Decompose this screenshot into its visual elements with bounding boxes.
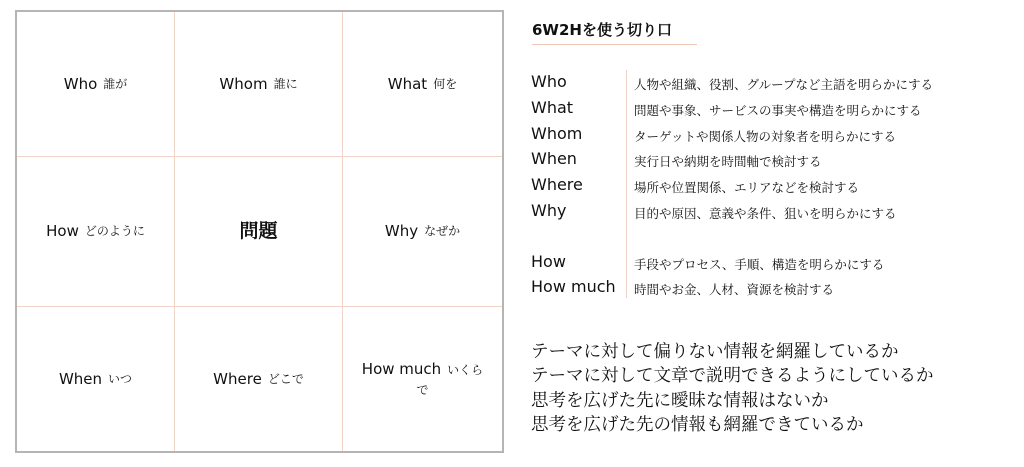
cell-whom [175, 12, 343, 157]
term-what: What [531, 98, 574, 117]
cell-whom-en: Whom [219, 74, 268, 93]
desc-what: 問題や事象、サービスの事実や構造を明らかにする [634, 103, 922, 118]
cell-what-jp: 何を [433, 76, 458, 91]
cell-who-jp: 誰が [103, 76, 128, 91]
term-where: Where [531, 175, 583, 194]
cell-when-en: When [58, 369, 103, 388]
summary-line-3: 思考を広げた先に曖昧な情報はないか [531, 391, 829, 411]
cell-who-en: Who [63, 74, 98, 93]
cell-what [343, 12, 502, 157]
summary-line-1: テーマに対して偏りない情報を網羅しているか [531, 342, 899, 362]
cell-how [17, 157, 175, 307]
cell-when [17, 307, 175, 451]
cell-what-en: What [387, 74, 428, 93]
term-divider [626, 70, 627, 298]
desc-who: 人物や組織、役割、グループなど主語を明らかにする [634, 77, 934, 92]
cell-problem [175, 157, 343, 307]
6w2h-grid [15, 10, 504, 453]
term-how-much: How much [531, 277, 616, 296]
desc-how: 手段やプロセス、手順、構造を明らかにする [634, 257, 885, 272]
cell-why-en: Why [384, 222, 419, 241]
cell-how-much-en: How much [361, 359, 442, 378]
summary-line-2: テーマに対して文章で説明できるようにしているか [531, 366, 934, 386]
cell-when-jp: いつ [108, 371, 133, 386]
cell-where-jp: どこで [267, 371, 304, 386]
cell-where-en: Where [213, 369, 262, 388]
desc-where: 場所や位置関係、エリアなどを検討する [634, 180, 860, 195]
term-how: How [531, 252, 566, 271]
term-why: Why [531, 201, 567, 220]
cell-how-much-text [362, 359, 483, 400]
cell-why-jp: なぜか [424, 224, 461, 239]
term-when: When [531, 149, 577, 168]
cell-who [17, 12, 175, 157]
cell-how-en: How [46, 222, 79, 241]
desc-when: 実行日や納期を時間軸で検討する [634, 154, 822, 169]
desc-whom: ターゲットや関係人物の対象者を明らかにする [634, 129, 897, 144]
desc-why: 目的や原因、意義や条件、狙いを明らかにする [634, 206, 897, 221]
center-label: 問題 [239, 219, 278, 242]
cell-how-much-jp1: いくら [447, 362, 484, 377]
cell-where [175, 307, 343, 451]
cell-why [343, 157, 502, 307]
cell-how-jp: どのように [84, 224, 145, 239]
summary-line-4: 思考を広げた先の情報も網羅できているか [531, 415, 864, 435]
section-title: 6W2Hを使う切り口 [532, 19, 697, 45]
term-who: Who [531, 72, 567, 91]
cell-whom-jp: 誰に [273, 76, 298, 91]
cell-how-much-jp2: で [416, 383, 429, 397]
term-whom: Whom [531, 124, 583, 143]
desc-how-much: 時間やお金、人材、資源を検討する [634, 282, 835, 297]
cell-how-much [343, 307, 502, 451]
